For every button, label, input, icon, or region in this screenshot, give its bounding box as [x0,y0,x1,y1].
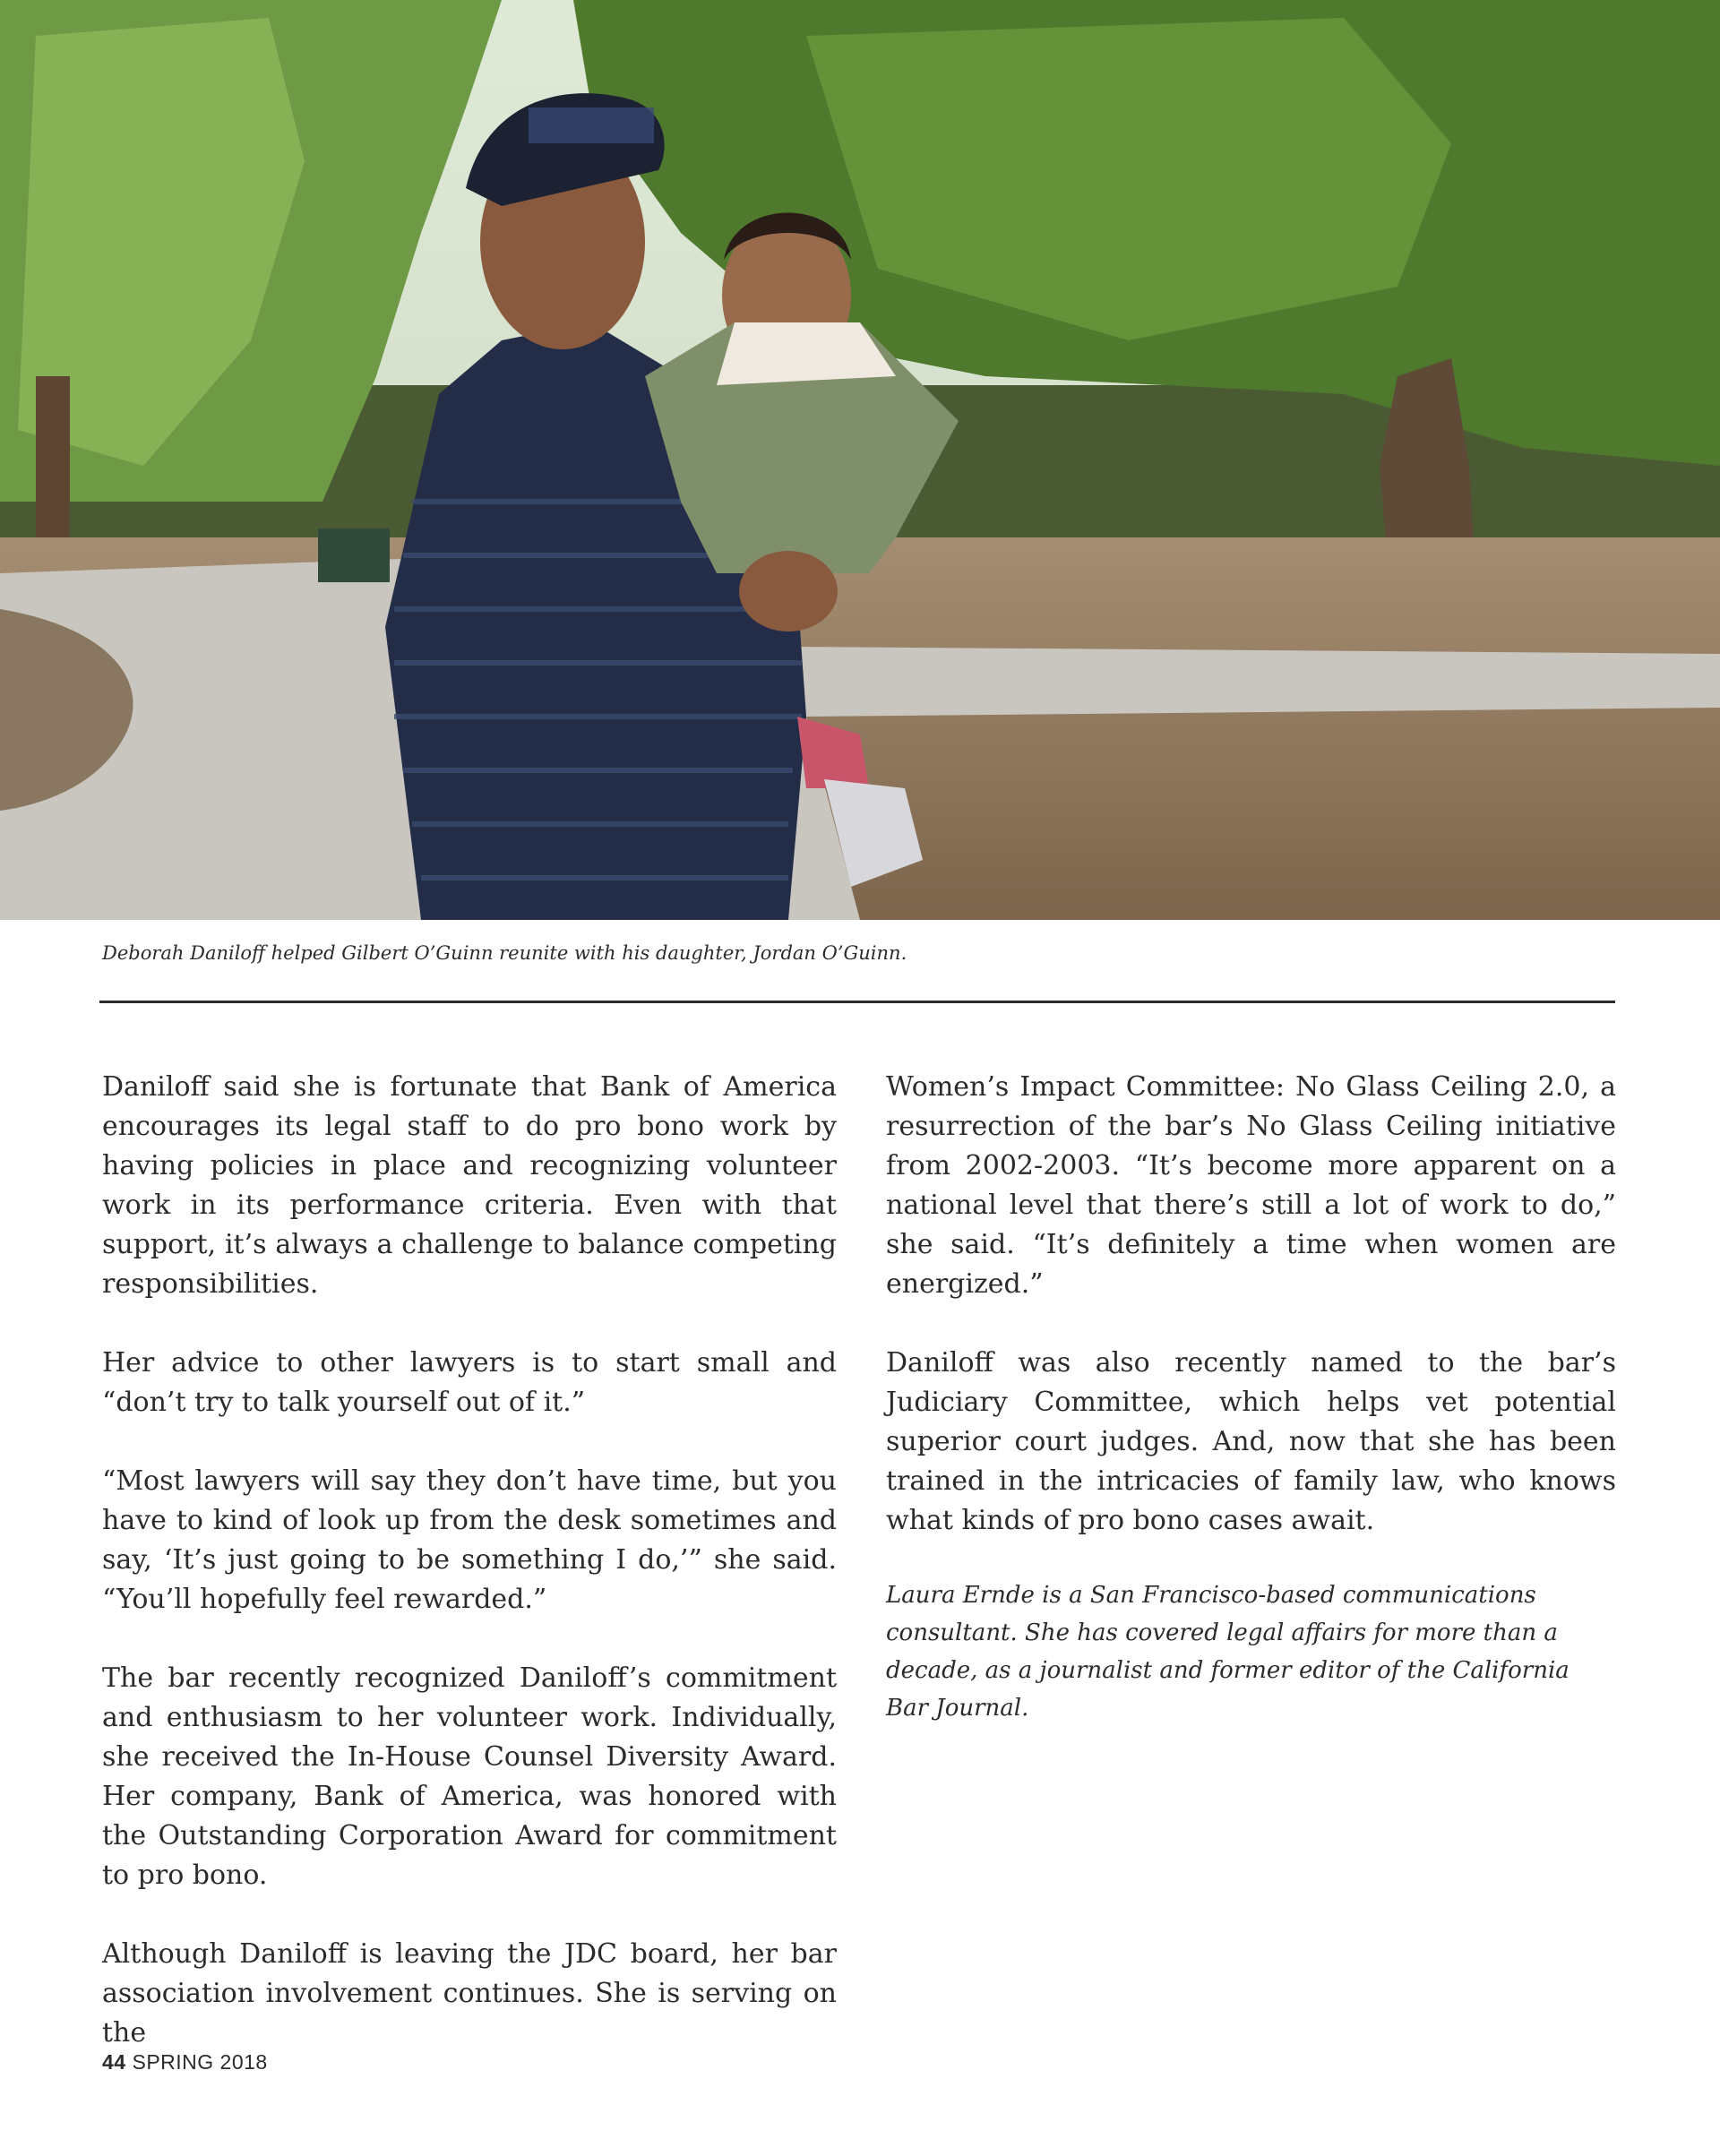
paragraph: Her advice to other lawyers is to start small and “don’t try to talk yourself out of it.” [102,1347,837,1418]
park-photo-icon [0,0,1720,920]
photo-caption: Deborah Daniloff helped Gilbert O’Guinn reunite with his daughter, Jordan O’Guinn. [102,942,907,964]
paragraph: The bar recently recognized Daniloff’s commitment and enthusiasm to her volunteer work. Individually, she received the In-House Counsel Diversity Award. Her company, Bank of America, was honored with the Outstanding Corporation Award for commitment to pro bono. [102,1662,837,1891]
paragraph: Daniloff said she is fortunate that Bank of America encourages its legal staff to do pro bono work by having policies in place and recognizing volunteer work in its performance criteria. Even with that support, it’s always a challenge to balance competing responsibilities. [102,1071,837,1300]
issue-label: SPRING 2018 [132,2050,268,2074]
feature-photo [0,0,1720,920]
page-number: 44 [102,2050,126,2074]
paragraph: Women’s Impact Committee: No Glass Ceiling 2.0, a resurrection of the bar’s No Glass Ceiling initiative from 2002-2003. “It’s become more apparent on a national level that there’s still a lot of work to do,” she said. “It’s definitely a time when women are energized.” [886,1071,1616,1300]
paragraph: Although Daniloff is leaving the JDC board, her bar association involvement continues. She is serving on the [102,1938,837,2049]
paragraph: Daniloff was also recently named to the bar’s Judiciary Committee, which helps vet potential superior court judges. And, now that she has been trained in the intricacies of family law, who knows what kinds of pro bono cases await. [886,1347,1616,1536]
article-column-right [886,1068,1616,1766]
caption-divider [99,1001,1615,1003]
article-column-left [102,1068,837,2092]
page-footer [102,2050,268,2074]
author-bio: Laura Ernde is a San Francisco-based communications consultant. She has covered legal affairs for more than a decade, as a journalist and former editor of the California Bar Journal. [886,1582,1570,1722]
paragraph: “Most lawyers will say they don’t have time, but you have to kind of look up from the desk sometimes and say, ‘It’s just going to be something I do,’” she said. “You’ll hopefully feel rewarded.” [102,1465,837,1615]
